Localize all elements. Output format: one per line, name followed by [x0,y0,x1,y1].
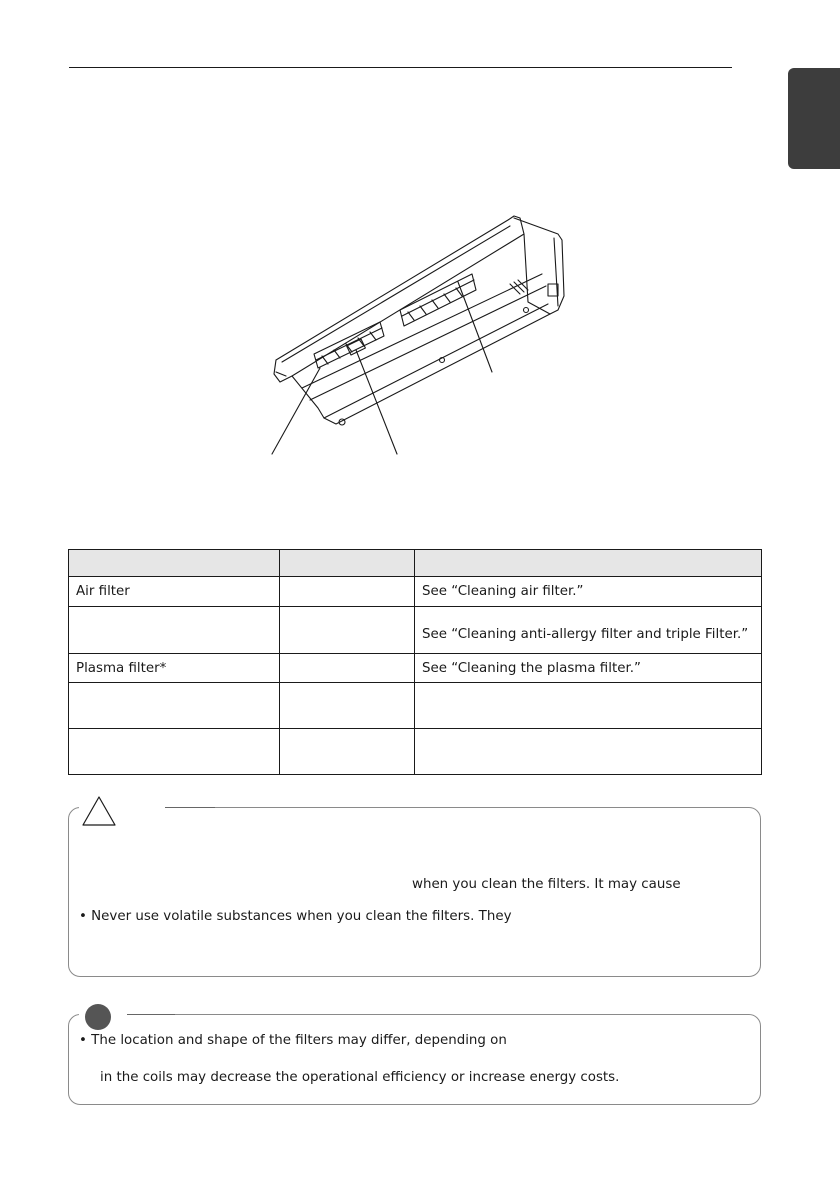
table-cell [280,607,415,654]
table-cell: See “Cleaning the plasma filter.” [415,654,762,683]
table-cell [280,683,415,729]
header-rule [69,67,732,68]
indoor-unit-illustration [262,212,574,460]
table-cell [280,654,415,683]
table-cell [69,607,280,654]
warning-triangle-icon [81,795,117,827]
table-cell [69,683,280,729]
table-row [69,729,762,775]
table-cell [280,577,415,607]
table-row [69,683,762,729]
table-cell: Plasma filter* [69,654,280,683]
note-icon [85,1004,111,1030]
table-cell: See “Cleaning air filter.” [415,577,762,607]
caution-text-line: • Never use volatile substances when you clean the filters. They [79,909,512,924]
header-cell [280,550,415,577]
caution-box [68,807,761,977]
table-cell: See “Cleaning anti-allergy filter and triple Filter.” [415,607,762,654]
table-cell: Air filter [69,577,280,607]
table-cell [280,729,415,775]
note-box [68,1014,761,1105]
table-row [69,607,762,654]
table-row [69,577,762,607]
table-header-row [69,550,762,577]
header-cell [415,550,762,577]
note-text-line: • The location and shape of the filters may differ, depending on [79,1033,507,1048]
header-cell [69,550,280,577]
language-side-tab [788,68,840,169]
table-cell [415,729,762,775]
table-row [69,654,762,683]
caution-text-line: when you clean the filters. It may cause [412,877,681,892]
note-text-line: in the coils may decrease the operational efficiency or increase energy costs. [100,1070,620,1085]
filter-table [68,549,762,775]
table-cell [69,729,280,775]
table-cell [415,683,762,729]
